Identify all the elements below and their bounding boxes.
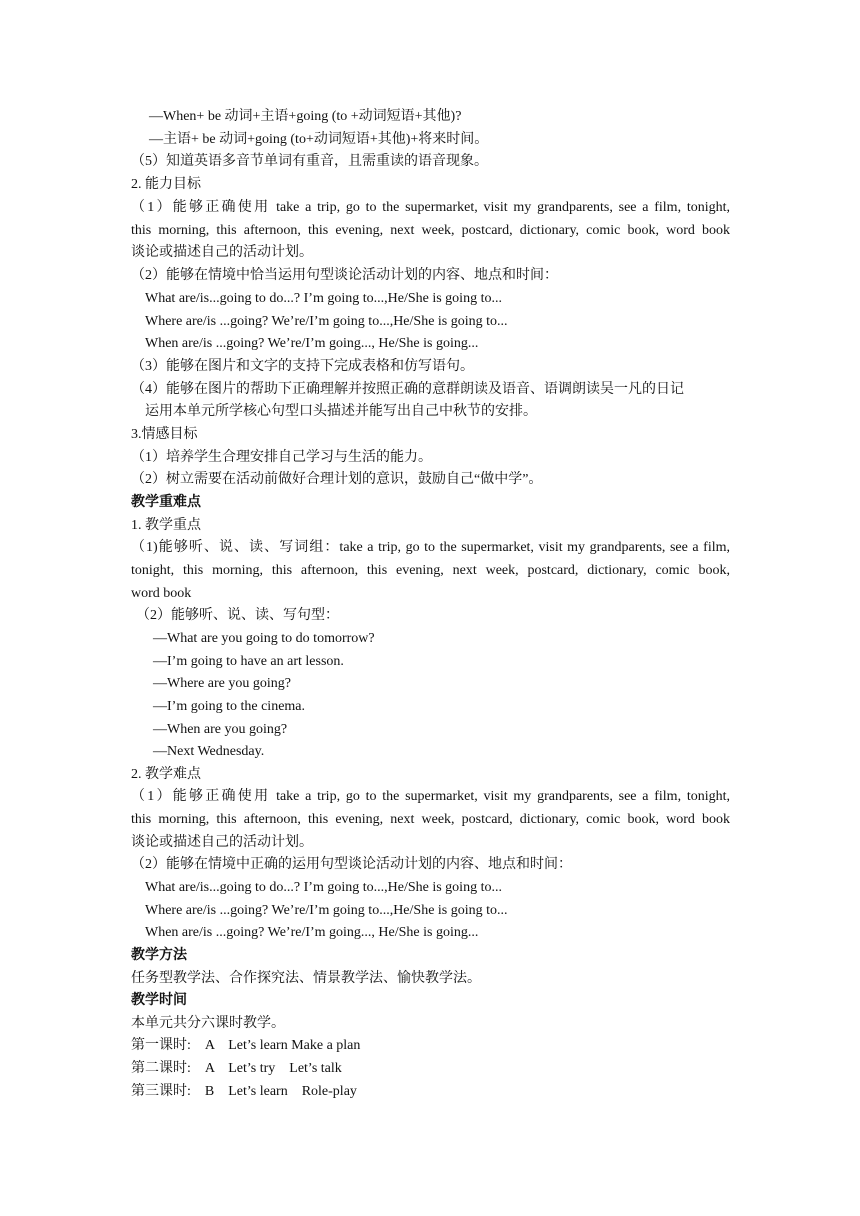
text-line: Where are/is ...going? We’re/I’m going to...,He/She is going to...	[145, 903, 508, 918]
dialogue-line: —When are you going?	[153, 722, 288, 737]
dialogue-line: —I’m going to the cinema.	[153, 699, 306, 714]
text-line: When are/is ...going? We’re/I’m going..., He/She is going...	[145, 336, 479, 351]
text-line: this morning, this afternoon, this evening, next week, postcard, dictionary, comic book, word book	[131, 223, 730, 238]
section-heading: 教学重难点	[131, 495, 201, 510]
text-line: （1）能够正确使用 take a trip, go to the supermarket, visit my grandparents, see a film, tonight,	[131, 200, 730, 215]
section-heading: 2. 能力目标	[131, 177, 201, 192]
text-line: （1)能够听、说、读、写词组：take a trip, go to the supermarket, visit my grandparents, see a film,	[131, 540, 730, 555]
text-line: 运用本单元所学核心句型口头描述并能写出自己中秋节的安排。	[145, 404, 537, 419]
text-line: （2）树立需要在活动前做好合理计划的意识，鼓励自己“做中学”。	[131, 472, 543, 487]
text-line: —主语+ be 动词+going (to+动词短语+其他)+将来时间。	[149, 132, 489, 147]
text-line: 谈论或描述自己的活动计划。	[131, 245, 313, 260]
text-line: （1）培养学生合理安排自己学习与生活的能力。	[131, 450, 432, 465]
text-line: this morning, this afternoon, this evening, next week, postcard, dictionary, comic book, word book	[131, 812, 730, 827]
text-line: What are/is...going to do...? I’m going to...,He/She is going to...	[145, 291, 502, 306]
dialogue-line: —Next Wednesday.	[153, 744, 265, 759]
section-heading: 教学方法	[131, 948, 187, 963]
dialogue-line: —Where are you going?	[153, 676, 291, 691]
section-heading: 教学时间	[131, 993, 187, 1008]
schedule-line: 第一课时: A Let’s learn Make a plan	[131, 1038, 361, 1053]
text-line: What are/is...going to do...? I’m going to...,He/She is going to...	[145, 880, 502, 895]
subsection-heading: 1. 教学重点	[131, 518, 201, 533]
text-line: word book	[131, 586, 192, 601]
text-line: 谈论或描述自己的活动计划。	[131, 835, 313, 850]
text-line: 任务型教学法、合作探究法、情景教学法、愉快教学法。	[131, 971, 481, 986]
text-line: （2）能够在情境中正确的运用句型谈论活动计划的内容、地点和时间：	[131, 857, 572, 872]
schedule-line: 第三课时: B Let’s learn Role-play	[131, 1084, 357, 1099]
text-line: —When+ be 动词+主语+going (to +动词短语+其他)?	[149, 109, 462, 124]
text-line: （2）能够听、说、读、写句型：	[136, 608, 339, 623]
text-line: Where are/is ...going? We’re/I’m going to...,He/She is going to...	[145, 314, 508, 329]
subsection-heading: 2. 教学难点	[131, 767, 201, 782]
text-line: （5）知道英语多音节单词有重音，且需重读的语音现象。	[131, 154, 488, 169]
text-line: （2）能够在情境中恰当运用句型谈论活动计划的内容、地点和时间：	[131, 268, 558, 283]
text-line: （1）能够正确使用 take a trip, go to the supermarket, visit my grandparents, see a film, tonight,	[131, 789, 730, 804]
text-line: （3）能够在图片和文字的支持下完成表格和仿写语句。	[131, 359, 474, 374]
text-line: （4）能够在图片的帮助下正确理解并按照正确的意群朗读及语音、语调朗读吴一凡的日记	[131, 382, 684, 397]
schedule-line: 第二课时: A Let’s try Let’s talk	[131, 1061, 342, 1076]
text-line: tonight, this morning, this afternoon, this evening, next week, postcard, dictionary, comic book,	[131, 563, 730, 578]
text-line: When are/is ...going? We’re/I’m going..., He/She is going...	[145, 925, 479, 940]
dialogue-line: —I’m going to have an art lesson.	[153, 654, 344, 669]
text-line: 本单元共分六课时教学。	[131, 1016, 285, 1031]
dialogue-line: —What are you going to do tomorrow?	[153, 631, 375, 646]
section-heading: 3.情感目标	[131, 427, 198, 442]
